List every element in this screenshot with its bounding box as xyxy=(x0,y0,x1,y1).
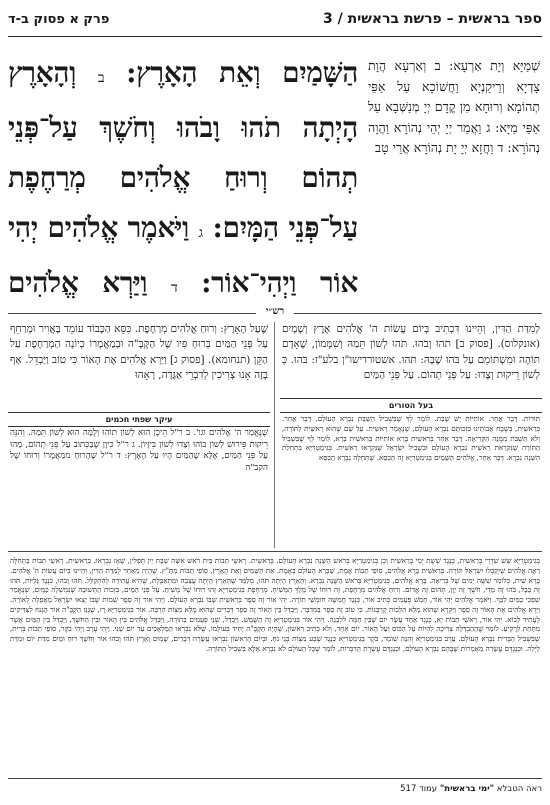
page-header xyxy=(8,4,542,34)
verse-number-3: ג xyxy=(198,225,203,241)
commentary-bottom-text: בְּגִימַטְרִיָּא שֵׁשׁ שִׁדְרֵי בְּרֵאשִׁית, כְּנֶגֶד שֵׁשֶׁת יְמֵי בְּרֵאשִׁית וְכֵן בְּגִימַטְרִיָּא בְּרֹאשׁ הַשָּׁנָה נִבְרָא הָעוֹלָם. בְּרֵאשִׁית. רָאשֵׁי תֵבוֹת בַּיִת רֹאשׁ אִשָּׁה שַׁבָּת יַיִן תְּפִלִּין, שֶׁאָז נִבְרְאוּ. בְּרֵאשִׁית, רְאשֵׁי תֵבוֹת בַּתְּחִלָּה רָאָה אֱלֹהִים שֶׁיְּקַבְּלוּ יִשְׂרָאֵל תּוֹרָה. בְּרֵאשִׁית בָּרָא אֱלֹהִים, סוֹפֵי תֵבוֹת אֱמֶת, שֶׁבָּרָא הָעוֹלָם בֶּאֱמֶת. אֵת הַשָּׁמַיִם וְאֵת הָאָרֶץ, סוֹפֵי תֵבוֹת מַתָּ"ץ. שֶׁהָיָה מֵאַחֵר לְמִדַּת הַדִּין, וְהֵיינוּ בְּיוֹם עֲשׂוֹת ה' אֱלֹהִים. בָּרָא שִׁית, כְּלוֹמַר שִׁשָּׁה יָמִים שֶׁל בְּרִיאָה. בָּרָא אֱלֹהִים, בְּגִימַטְרִיָּא בְּרֹאשׁ הַשָּׁנָה נִבְרָא. וְהָאָרֶץ הָיְתָה תֹהוּ, מְלַמֵּד שֶׁהָאָרֶץ הָיְתָה עֲצֵבָה וּמִתְאַבֶּלֶת, שֶׁהִיא עֲתִידָה לְהִתְקַלֵּל. תֹּהוּ וָבֹהוּ, כְּנֶגֶד גָּלֻיּוֹת, תֹּהוּ זֶה בָּבֶל, בֹּהוּ זֶה מָדַי, חֹשֶׁךְ זֶה יָוָן, תְּהוֹם זֶה אֱדוֹם. וְרוּחַ אֱלֹהִים מְרַחֶפֶת, זֶה רוּחוֹ שֶׁל מֶלֶךְ הַמָּשִׁיחַ. מְרַחֶפֶת בְּגִימַטְרִיָּא זֶהוּ רוּחוֹ שֶׁל מָשִׁיחַ. עַל פְּנֵי הַמָּיִם, בִּזְכוּת הַתְּשׁוּבָה שֶׁנִּמְשְׁלָה כַּמַּיִם, שֶׁנֶּאֱמַר שִׁפְכִי כַמַּיִם לִבֵּךְ. וַיֹּאמֶר אֱלֹהִים יְהִי אוֹר, חָמֵשׁ פְּעָמִים כְּתִיב אוֹר, כְּנֶגֶד חֲמִשָּׁה חוּמְשֵׁי תוֹרָה. יְהִי אוֹר זֶה סֵפֶר בְּרֵאשִׁית שֶׁבּוֹ נִבְרָא הָעוֹלָם. וַיְהִי אוֹר זֶה סֵפֶר שְׁמוֹת שֶׁבּוֹ יָצְאוּ יִשְׂרָאֵל מֵאֲפֵלָה לְאוֹרָה. וַיַּרְא אֱלֹהִים אֶת הָאוֹר זֶה סֵפֶר וַיִּקְרָא שֶׁהוּא מָלֵא הִלְכוֹת קָרְבָּנוֹת. כִּי טוֹב זֶה סֵפֶר בַּמִּדְבָּר. וַיַּבְדֵּל בֵּין הָאוֹר זֶה סֵפֶר דְּבָרִים שֶׁהוּא מָלֵא מִצְוֹת הַרְבֵּה. אוֹר בְּגִימַטְרִיָּא רָז, שֶׁגָּנַז הַקָּבָּ"ה אוֹר הַגָּנוּז לַצַּדִּיקִים לֶעָתִיד לָבוֹא. יְהִי אוֹר, רָאשֵׁי תֵבוֹת יָא, כְּנֶגֶד אַחַד עָשָׂר יוֹם שֶׁבֵּין חַמָּה לִלְבָנָה. וַיְהִי אוֹר בְּגִימַטְרִיָּא זֶה הַשֶּׁמֶשׁ. וַיַּבְדֵּל, שְׁנֵי פְעָמִים בַּתּוֹרָה, וַיַּבְדֵּל אֱלֹהִים בֵּין הָאוֹר וּבֵין הַחֹשֶׁךְ, וַיַּבְדֵּל בֵּין הַמַּיִם אֲשֶׁר מִתַּחַת לָרָקִיעַ. לוֹמַר שֶׁהַהַבְדָּלָה צְרִיכָה לִהְיוֹת עַל הַכּוֹס וְעַל הָאוֹר. יוֹם אֶחָד, וְלֹא כְּתִיב רִאשׁוֹן, שֶׁהָיָה הַקָּבָּ"ה יָחִיד בְּעוֹלָמוֹ, שֶׁלֹּא נִבְרְאוּ הַמַּלְאָכִים עַד יוֹם שֵׁנִי. וַיְהִי עֶרֶב וַיְהִי בֹקֶר, סוֹפֵי תֵבוֹת בְּרִית, שֶׁבִּשְׁבִיל הַבְּרִית נִבְרָא הָעוֹלָם. עֶרֶב בְּגִימַטְרִיָּא וְהִנֵּה שׁוֹמֵר, בֹּקֶר בְּגִימַטְרִיָּא כְּנֶגֶד שֶׁבַע מִצְוֹת בְּנֵי נֹחַ. וּבְיוֹם הָרִאשׁוֹן נִבְרְאוּ עֲשָׂרָה דְבָרִים, שָׁמַיִם וָאָרֶץ תֹּהוּ וָבֹהוּ אוֹר וָחֹשֶׁךְ רוּחַ וּמַיִם מִדַּת יוֹם וּמִדַּת לַיְלָה. וּכְנֶגְדָּם עֲשָׂרָה מַאֲמָרוֹת שֶׁבָּהֶם נִבְרָא הָעוֹלָם, וּכְנֶגְדָּם עֲשֶׂרֶת הַדִּבְּרוֹת, לוֹמַר שֶׁכָּל הָעוֹלָם לֹא נִבְרָא אֶלָּא בִּשְׁבִיל הַתּוֹרָה. xyxy=(10,556,540,653)
page-footer xyxy=(8,780,542,798)
verse-2: וְהָאָרֶץ הָיְתָה תֹהוּ וָבֹהוּ וְחֹשֶׁךְ עַל־פְּנֵי תְהוֹם וְרוּחַ אֱלֹהִים מְרַחֶפֶת עַל־פְּנֵי הַמָּיִם: xyxy=(8,56,358,244)
verse-number-2: ב xyxy=(97,70,105,86)
rashi-column-left: שֶׁעַל הָאָרֶץ: וְרוּחַ אֱלֹהִים מְרַחֶפֶת. כִּסֵּא הַכָּבוֹד עוֹמֵד בָּאֲוִיר וּמְרַחֵף עַל פְּנֵי הַמַּיִם בְּרוּחַ פִּיו שֶׁל הַקָּבָּ"ה וּבְמַאֲמָרוֹ כְּיוֹנָה הַמְרַחֶפֶת עַל הַקֵּן (תנחומא). [פסוק ג] וַיַּרְא אֱלֹהִים אֶת הָאוֹר כִּי טוֹב וַיַּבְדֵּל. אַף בָּזֶה אָנוּ צְרִיכִין לְדִבְרֵי אַגָּדָה, רָאָהוּ xyxy=(10,323,268,382)
running-title: ספר בראשית – פרשת בראשית / 3 xyxy=(323,11,542,27)
footer-table-title: "ימי בראשית" xyxy=(439,784,495,794)
verse-1-end: הַשָּׁמַיִם וְאֵת הָאָרֶץ: xyxy=(126,56,358,89)
torah-verse-text xyxy=(8,48,358,303)
bottom-section-rule xyxy=(8,551,542,552)
footer-rule xyxy=(8,778,542,779)
sifsei-chachamim-text: שֶׁנֶּאֱמַר ה' אֱלֹהִים וגו'. ב ר"ל הֵיכָן הוּא לְשׁוֹן תוֹהוּ וְלָמָּה הוּא לְשׁוֹן תֵּמַהּ. וְהִנֵּה רֵיקוּת פֵּירוּשׁ לְשׁוֹן בּוֹהוּ וְצָדוּ לְשׁוֹן בִּיזָּיוֹן. ג ר"ל כִּיוָן שֶׁבַּכְּתוּב עַל פְּנֵי תְהוֹם, מַהוּ עַל פְּנֵי הַמַּיִם, אֶלָּא שֶׁהַמַּיִם הָיוּ עַל הָאָרֶץ: ד ר"ל שֶׁהָרוּחַ מִמַּאֲמָרוֹ וְרוּחוֹ שֶׁל הקב"ה xyxy=(10,428,268,473)
baal-haturim-text: תוּרוֹת. דָּבָר אַחֵר. אוֹתִיּוֹת יֵשׁ שָׁבַת. לוֹמַר לְךָ שֶׁבִּשְׁבִיל הַשַּׁבָּת נִבְרָא הָעוֹלָם. דָּבָר אַחֵר. בְּרֵאשִׁית, בְּשֶׁבַח אֲבוֹתֵינוּ בִּזְכוּתָם נִבְרָא הָעוֹלָם, שֶׁנֶּאֱמַר רֵאשִׁית. עַל שֵׁם שֶׁהוּא רֵאשִׁית לַתּוֹרָה, וְלֹא תִּשְׁבֹּת מִמֶּנָּה הַקְּרִיאָה. דָּבָר אַחֵר בְּרֵאשִׁית בָּרָא אוֹתִיּוֹת בְּרֵאשִׁית בָּרָא, לוֹמַר לְךָ שֶׁבִּשְׁבִיל הַתּוֹרָה שֶׁנִּקְרֵאת רֵאשִׁית נִבְרָא הָעוֹלָם וּבִשְׁבִיל יִשְׂרָאֵל שֶׁנִּקְרְאוּ רֵאשִׁית. בְּגִימַטְרִיָּא בִּתְחִלַּת הַשָּׁנָה נִבְרָא. דָּבָר אַחֵר, אֱלֹהִים הַשָּׁמַיִם בְּגִימַטְרִיָּא זֶה הַכִּסֵּא. שֶׁתְּחִלָּה נִבְרָא הַכִּסֵּא xyxy=(282,414,540,463)
footer-page: עמוד 517 xyxy=(400,784,438,794)
verse-3: וַיֹּאמֶר אֱלֹהִים יְהִי אוֹר וַיְהִי־אוֹר: xyxy=(8,211,358,299)
verse-4-start: וַיַּרְא אֱלֹהִים xyxy=(8,266,148,299)
column-divider xyxy=(274,322,275,548)
chapter-reference: פרק א פסוק ב-ד xyxy=(8,11,110,27)
footer-prefix: ראה הטבלא xyxy=(496,784,542,794)
targum-onkelos: שְׁמַיָּא וְיָת אַרְעָא: ב וְאַרְעָא הֲוָת צָדְיָא וְרֵיקַנְיָא וַחֲשׁוֹכָא עַל אַפֵּי תְהוֹמָא וְרוּחָא מִן קֳדָם יְיָ מְנַשְּׁבָא עַל אַפֵּי מַיָּא: ג וַאֲמַר יְיָ יְהֵי נְהוֹרָא וַהֲוָה נְהוֹרָא: ד וַחֲזָא יְיָ יָת נְהוֹרָא אֲרֵי טָב xyxy=(368,58,540,156)
verse-number-4: ד xyxy=(170,280,178,296)
header-rule xyxy=(8,36,542,37)
baal-haturim-heading: בעל הטורים xyxy=(280,398,542,413)
rashi-column-right: לְמִדַּת הַדִּין, וְהֵיינוּ דִּכְתִיב בְּיוֹם עֲשׂוֹת ה' אֱלֹהִים אֶרֶץ וְשָׁמָיִם (אונקלוס). [פסוק ב] תֹהוּ וָבֹהוּ. תֹּהוּ לְשׁוֹן תֵּמַהּ וְשִׁמָּמוֹן, שֶׁאָדָם תּוֹהֶה וּמִשְׁתּוֹמֵם עַל בֹּהוּ שֶׁבָּהּ: תֹּהוּ. אשטורדישו"ן בלע"ז: בֹּהוּ. כְּ לְשׁוֹן רֵיקוּת וְצָדוּ: עַל פְּנֵי תְהוֹם. עַל פְּנֵי הַמַּיִם xyxy=(282,323,540,382)
sifsei-chachamim-heading: עיקר שפתי חכמים xyxy=(8,412,270,427)
rashi-heading: רש״י xyxy=(0,306,550,317)
